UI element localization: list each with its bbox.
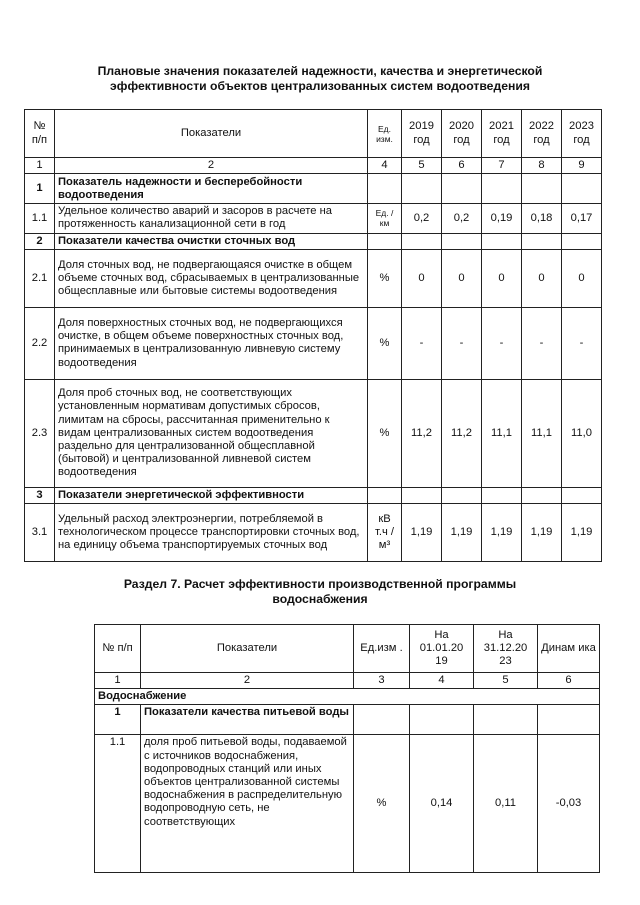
row-value: 0 [442, 249, 482, 307]
row-unit: % [368, 307, 402, 379]
row-value: - [562, 307, 602, 379]
header-year-2021: 2021 год [482, 110, 522, 158]
table-row [95, 705, 600, 735]
row-text: Доля сточных вод, не подвергающаяся очистке в общем объеме сточных вод, сбрасываемых в централизованные общесплавные или бытовые системы водоотведения [55, 249, 368, 307]
row-value: - [482, 307, 522, 379]
section-title: Показатели качества питьевой воды [141, 705, 354, 735]
col-number: 9 [562, 158, 602, 174]
row-value: 1,19 [442, 504, 482, 562]
row-unit: % [354, 735, 410, 873]
row-unit: Ед. / км [368, 204, 402, 233]
header-unit: Ед. изм. [368, 110, 402, 158]
table-row [25, 307, 602, 379]
row-num: 2.1 [25, 249, 55, 307]
row-text: Удельный расход электроэнергии, потребляемой в технологическом процессе транспортировки сточных вод, на единицу объема транспортируемых сточных вод [55, 504, 368, 562]
col-number: 7 [482, 158, 522, 174]
row-value: 11,0 [562, 379, 602, 487]
row-value: 0,11 [474, 735, 538, 873]
header-indicators: Показатели [55, 110, 368, 158]
table1-title-line1: Плановые значения показателей надежности, качества и энергетической [97, 64, 543, 78]
table-row [25, 379, 602, 487]
row-value: 1,19 [482, 504, 522, 562]
header-num: № п/п [25, 110, 55, 158]
section-title: Показатели энергетической эффективности [55, 487, 368, 503]
table-row [25, 249, 602, 307]
row-num: 2 [25, 233, 55, 249]
col-number: 1 [25, 158, 55, 174]
table2-title-line1: Раздел 7. Расчет эффективности производственной программы [123, 577, 517, 591]
row-value: 1,19 [562, 504, 602, 562]
col-number: 2 [141, 673, 354, 689]
row-num: 2.3 [25, 379, 55, 487]
row-value: -0,03 [538, 735, 600, 873]
table-row [25, 487, 602, 503]
header-dynamics: Динам ика [538, 625, 600, 673]
row-value: 0 [562, 249, 602, 307]
row-text: Доля проб сточных вод, не соответствующих установленным нормативам допустимых сбросов, лимитам на сбросы, рассчитанная применительно к видам централизованных систем водоотведения раздельно для централизованной общесплавной (бытовой) и централизованной ливневой систем водоотведения [55, 379, 368, 487]
row-value: - [522, 307, 562, 379]
header-year-2022: 2022 год [522, 110, 562, 158]
row-value: 1,19 [522, 504, 562, 562]
group-title: Водоснабжение [95, 689, 600, 705]
row-value: 0,2 [442, 204, 482, 233]
col-number: 2 [55, 158, 368, 174]
col-number: 6 [538, 673, 600, 689]
section-title: Показатель надежности и бесперебойности водоотведения [55, 174, 368, 204]
row-text: доля проб питьевой воды, подаваемой с источников водоснабжения, водопроводных станций или иных объектов централизованной системы водоснабжения в распределительную водопроводную сеть, не соответствующих [141, 735, 354, 873]
col-number: 3 [354, 673, 410, 689]
header-date-end: На 31.12.20 23 [474, 625, 538, 673]
table2-title-line2: водоснабжения [272, 592, 368, 606]
row-text: Доля поверхностных сточных вод, не подвергающихся очистке, в общем объеме поверхностных сточных вод, принимаемых в централизованную ливневую систему водоотведения [55, 307, 368, 379]
row-text: Удельное количество аварий и засоров в расчете на протяженность канализационной сети в год [55, 204, 368, 233]
row-num: 1 [95, 705, 141, 735]
row-num: 1 [25, 174, 55, 204]
col-number: 4 [368, 158, 402, 174]
row-value: 11,2 [442, 379, 482, 487]
header-date-start: На 01.01.20 19 [410, 625, 474, 673]
row-value: 0,14 [410, 735, 474, 873]
row-value: 11,2 [402, 379, 442, 487]
water-supply-efficiency-table [94, 624, 600, 873]
row-unit: кВ т.ч / м³ [368, 504, 402, 562]
table2-title [0, 577, 640, 607]
row-value: 0,17 [562, 204, 602, 233]
table-row [95, 735, 600, 873]
row-value: 0,18 [522, 204, 562, 233]
row-value: 0 [522, 249, 562, 307]
row-value: 0,2 [402, 204, 442, 233]
table-row [25, 233, 602, 249]
row-num: 1.1 [25, 204, 55, 233]
header-unit: Ед.изм . [354, 625, 410, 673]
row-value: 1,19 [402, 504, 442, 562]
row-unit: % [368, 249, 402, 307]
row-value: - [442, 307, 482, 379]
row-num: 2.2 [25, 307, 55, 379]
col-number: 1 [95, 673, 141, 689]
table-row [95, 689, 600, 705]
row-value: 0,19 [482, 204, 522, 233]
row-value: 0 [402, 249, 442, 307]
row-value: 0 [482, 249, 522, 307]
row-num: 3 [25, 487, 55, 503]
col-number: 5 [474, 673, 538, 689]
row-value: - [402, 307, 442, 379]
row-num: 3.1 [25, 504, 55, 562]
row-value: 11,1 [482, 379, 522, 487]
table-row [25, 174, 602, 204]
table-row [25, 504, 602, 562]
col-number: 8 [522, 158, 562, 174]
header-year-2023: 2023 год [562, 110, 602, 158]
col-number: 6 [442, 158, 482, 174]
table-row [25, 204, 602, 233]
table1-title [0, 64, 640, 94]
header-indicators: Показатели [141, 625, 354, 673]
table1-title-line2: эффективности объектов централизованных систем водоотведения [110, 79, 530, 93]
header-num: № п/п [95, 625, 141, 673]
wastewater-indicators-table [24, 109, 602, 562]
row-num: 1.1 [95, 735, 141, 873]
row-unit: % [368, 379, 402, 487]
col-number: 4 [410, 673, 474, 689]
col-number: 5 [402, 158, 442, 174]
header-year-2019: 2019 год [402, 110, 442, 158]
row-value: 11,1 [522, 379, 562, 487]
section-title: Показатели качества очистки сточных вод [55, 233, 368, 249]
header-year-2020: 2020 год [442, 110, 482, 158]
